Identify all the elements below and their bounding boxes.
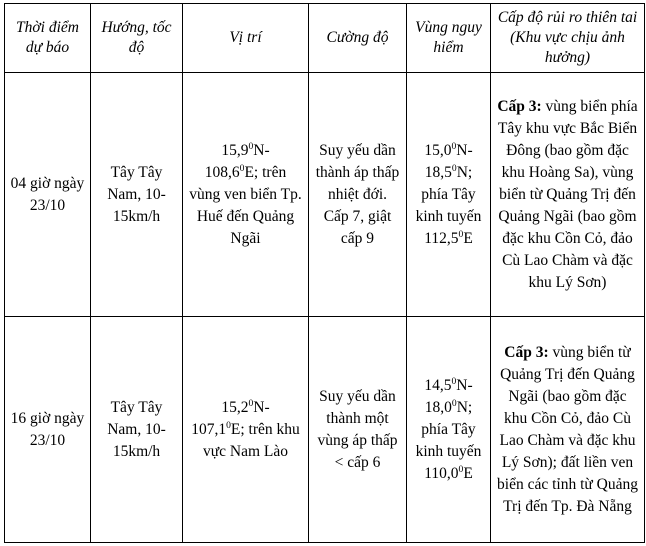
position-lon-suffix: E; trên khu vực Nam Lào — [202, 420, 300, 460]
degree-mark: 0 — [248, 397, 254, 409]
degree-mark: 0 — [239, 162, 245, 174]
header-danger-zone: Vùng nguy hiểm — [407, 4, 491, 73]
danger-lon-suffix: E — [463, 229, 473, 247]
danger-lat2-suffix: N; phía Tây kinh tuyến — [415, 163, 482, 225]
degree-mark: 0 — [458, 463, 464, 475]
position-lon-suffix: E; trên vùng ven biển Tp. Huế đến Quảng Ngãi — [189, 163, 302, 247]
cell-direction-speed: Tây Tây Nam, 10-15km/h — [91, 73, 183, 317]
cell-time: 16 giờ ngày 23/10 — [5, 317, 91, 543]
degree-mark: 0 — [451, 375, 457, 387]
danger-lon: 110,0 — [424, 464, 459, 482]
risk-area-text: vùng biển từ Quảng Trị đến Quảng Ngãi (bao gồm đặc khu Cồn Cỏ, đảo Cù Lao Chàm và đặc khu Lý Sơn); đất liền ven biển các tỉnh từ Quảng Trị đến Tp. Đà Nẵng — [497, 343, 638, 515]
danger-lat2: 18,0 — [424, 398, 452, 416]
degree-mark: 0 — [451, 140, 457, 152]
degree-mark: 0 — [451, 162, 457, 174]
table-row — [5, 73, 645, 317]
degree-mark: 0 — [248, 140, 254, 152]
position-lon: 107,1 — [191, 420, 227, 438]
cell-position — [183, 73, 309, 317]
cell-intensity: Suy yếu dần thành một vùng áp thấp < cấp 6 — [309, 317, 407, 543]
table-row — [5, 317, 645, 543]
danger-lat1: 14,5 — [424, 376, 452, 394]
degree-mark: 0 — [458, 228, 464, 240]
header-intensity: Cường độ — [309, 4, 407, 73]
danger-lon: 112,5 — [424, 229, 459, 247]
position-lat-suffix: N- — [253, 398, 270, 416]
header-time: Thời điểm dự báo — [5, 4, 91, 73]
cell-risk — [491, 73, 645, 317]
risk-level-label: Cấp 3: — [504, 343, 549, 361]
position-lat: 15,9 — [221, 141, 249, 159]
header-risk-level: Cấp độ rủi ro thiên tai (Khu vực chịu ảnh hưởng) — [491, 4, 645, 73]
degree-mark: 0 — [451, 397, 457, 409]
cell-risk — [491, 317, 645, 543]
header-direction-speed: Hướng, tốc độ — [91, 4, 183, 73]
cell-danger-zone — [407, 73, 491, 317]
header-position: Vị trí — [183, 4, 309, 73]
cell-danger-zone — [407, 317, 491, 543]
header-row — [5, 4, 645, 73]
danger-lat2-suffix: N; phía Tây kinh tuyến — [415, 398, 482, 460]
risk-area-text: vùng biển phía Tây khu vực Bắc Biển Đông (bao gồm đặc khu Hoàng Sa), vùng biển từ Quảng Trị đến Quảng Ngãi (bao gồm đặc khu Cồn Cỏ, đảo Cù Lao Chàm và đặc khu Lý Sơn) — [497, 97, 638, 291]
danger-lat1-suffix: N- — [456, 141, 473, 159]
danger-lon-suffix: E — [463, 464, 473, 482]
danger-lat1-suffix: N- — [456, 376, 473, 394]
degree-mark: 0 — [226, 419, 231, 431]
risk-level-label: Cấp 3: — [497, 97, 542, 115]
position-lon: 108,6 — [204, 163, 240, 181]
cell-time: 04 giờ ngày 23/10 — [5, 73, 91, 317]
danger-lat2: 18,5 — [424, 163, 452, 181]
forecast-table — [4, 3, 645, 543]
cell-intensity: Suy yếu dần thành áp thấp nhiệt đới. Cấp 7, giật cấp 9 — [309, 73, 407, 317]
cell-position — [183, 317, 309, 543]
position-lat-suffix: N- — [253, 141, 270, 159]
cell-direction-speed: Tây Tây Nam, 10-15km/h — [91, 317, 183, 543]
danger-lat1: 15,0 — [424, 141, 452, 159]
position-lat: 15,2 — [221, 398, 249, 416]
